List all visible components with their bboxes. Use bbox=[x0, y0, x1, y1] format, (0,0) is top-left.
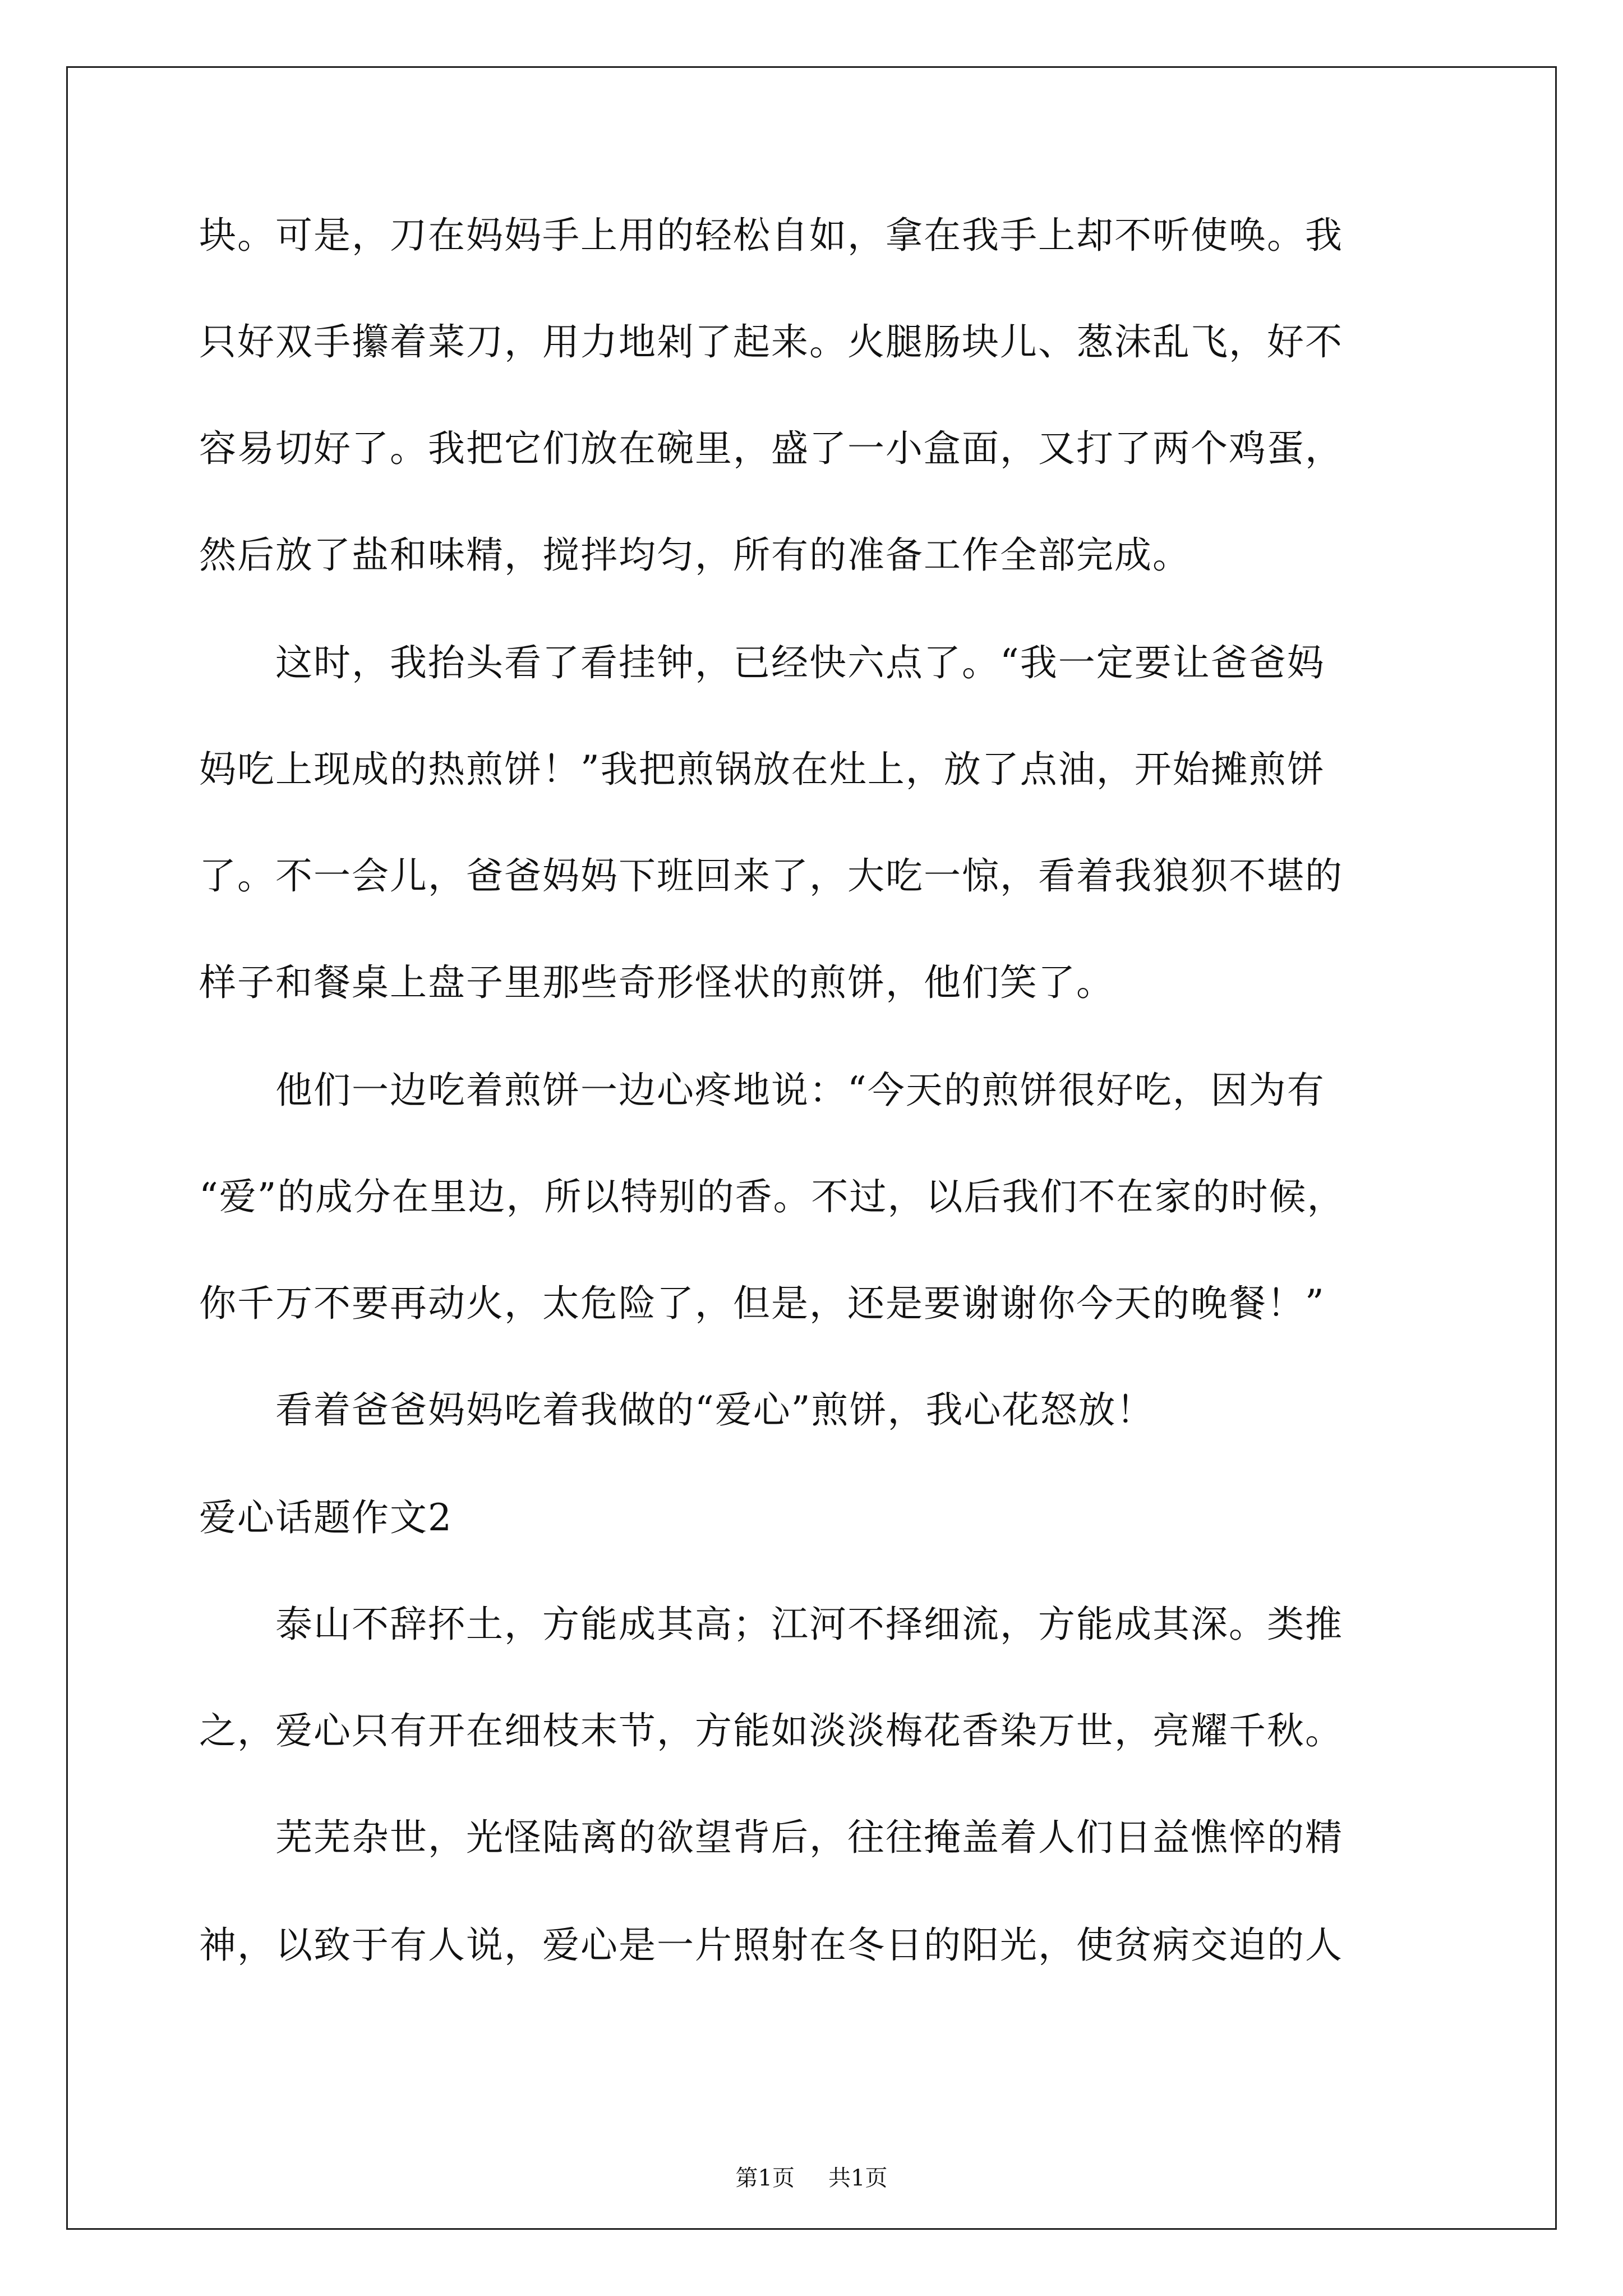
text-line: 了。不一会儿，爸爸妈妈下班回来了，大吃一惊，看着我狼狈不堪的 bbox=[199, 854, 1343, 898]
text-line: “爱”的成分在里边，所以特别的香。不过，以后我们不在家的时候， bbox=[199, 1175, 1345, 1218]
section-heading: 爱心话题作文2 bbox=[199, 1496, 453, 1539]
text-line: 块。可是，刀在妈妈手上用的轻松自如，拿在我手上却不听使唤。我 bbox=[199, 214, 1343, 257]
page-number: 第1页 bbox=[735, 2165, 795, 2191]
text-line: 芜芜杂世，光怪陆离的欲望背后，往往掩盖着人们日益憔悴的精 bbox=[199, 1816, 1343, 1859]
text-line: 你千万不要再动火，太危险了，但是，还是要谢谢你今天的晚餐！” bbox=[199, 1282, 1325, 1325]
text-line: 样子和餐桌上盘子里那些奇形怪状的煎饼，他们笑了。 bbox=[199, 961, 1114, 1004]
page-total: 共1页 bbox=[828, 2165, 888, 2191]
text-line: 神，以致于有人说，爱心是一片照射在冬日的阳光，使贫病交迫的人 bbox=[199, 1924, 1343, 1967]
text-line: 之，爱心只有开在细枝末节，方能如淡淡梅花香染万世，亮耀千秋。 bbox=[199, 1709, 1343, 1752]
text-line: 只好双手攥着菜刀，用力地剁了起来。火腿肠块儿、葱沫乱飞，好不 bbox=[199, 320, 1343, 364]
text-line: 泰山不辞抔土，方能成其高；江河不择细流，方能成其深。类推 bbox=[199, 1603, 1343, 1646]
text-line: 他们一边吃着煎饼一边心疼地说：“今天的煎饼很好吃，因为有 bbox=[199, 1069, 1325, 1112]
page-footer bbox=[0, 2164, 1623, 2192]
text-line: 妈吃上现成的热煎饼！”我把煎锅放在灶上，放了点油，开始摊煎饼 bbox=[199, 748, 1325, 791]
text-line: 这时，我抬头看了看挂钟，已经快六点了。“我一定要让爸爸妈 bbox=[199, 641, 1325, 684]
text-line: 看着爸爸妈妈吃着我做的“爱心”煎饼，我心花怒放！ bbox=[199, 1388, 1155, 1432]
text-line: 容易切好了。我把它们放在碗里，盛了一小盒面，又打了两个鸡蛋， bbox=[199, 427, 1343, 470]
text-line: 然后放了盐和味精，搅拌均匀，所有的准备工作全部完成。 bbox=[199, 533, 1191, 577]
page-border bbox=[66, 66, 1557, 2230]
